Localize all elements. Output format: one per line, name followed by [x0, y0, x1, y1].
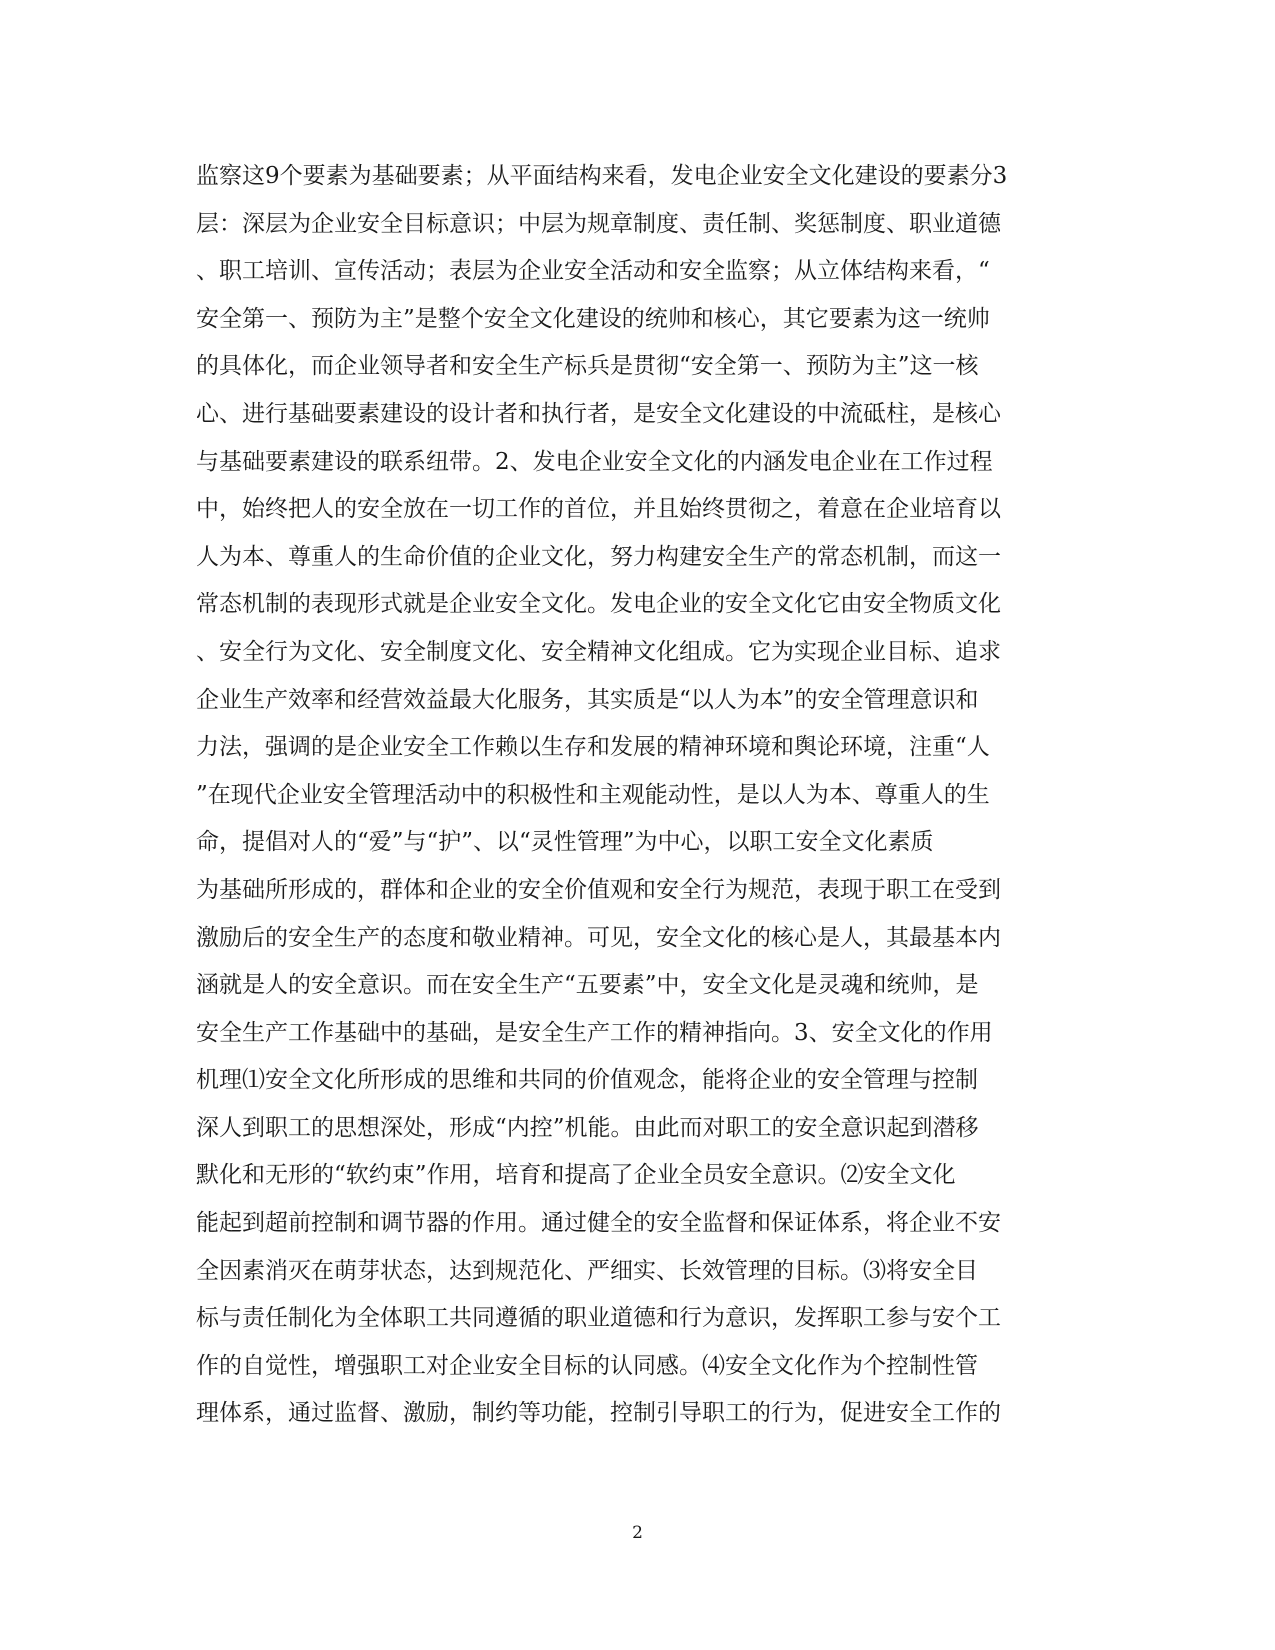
text-line: 机理⑴安全文化所形成的思维和共同的价值观念，能将企业的安全管理与控制: [196, 1067, 978, 1094]
text-line: 、安全行为文化、安全制度文化、安全精神文化组成。它为实现企业目标、追求: [196, 638, 1001, 665]
text-line: ”在现代企业安全管理活动中的积极性和主观能动性，是以人为本、尊重人的生: [196, 781, 990, 808]
text-line: 作的自觉性，增强职工对企业安全目标的认同感。⑷安全文化作为个控制性管: [196, 1352, 978, 1379]
text-line: 激励后的安全生产的态度和敬业精神。可见，安全文化的核心是人，其最基本内: [196, 924, 1001, 951]
text-line: 、职工培训、宣传活动；表层为企业安全活动和安全监察；从立体结构来看，“: [196, 258, 990, 285]
text-line: 全因素消灭在萌芽状态，达到规范化、严细实、长效管理的目标。⑶将安全目: [196, 1257, 978, 1284]
body-text: [196, 153, 1076, 1438]
text-line: 监察这9个要素为基础要素；从平面结构来看，发电企业安全文化建设的要素分3: [196, 163, 1008, 189]
text-line: 命，提倡对人的“爱”与“护”、以“灵性管理”为中心，以职工安全文化素质: [196, 829, 934, 856]
text-line: 为基础所形成的，群体和企业的安全价值观和安全行为规范，表现于职工在受到: [196, 876, 1001, 903]
text-line: 人为本、尊重人的生命价值的企业文化，努力构建安全生产的常态机制，而这一: [196, 543, 1001, 570]
text-line: 能起到超前控制和调节器的作用。通过健全的安全监督和保证体系，将企业不安: [196, 1210, 1001, 1237]
text-line: 中，始终把人的安全放在一切工作的首位，并且始终贯彻之，着意在企业培育以: [196, 496, 1001, 523]
text-line: 层：深层为企业安全目标意识；中层为规章制度、责任制、奖惩制度、职业道德: [196, 210, 1001, 237]
text-line: 心、进行基础要素建设的设计者和执行者，是安全文化建设的中流砥柱，是核心: [196, 400, 1001, 427]
text-line: 企业生产效率和经营效益最大化服务，其实质是“以人为本”的安全管理意识和: [196, 686, 979, 713]
text-line: 安全生产工作基础中的基础，是安全生产工作的精神指向。3、安全文化的作用: [196, 1019, 993, 1046]
text-line: 力法，强调的是企业安全工作赖以生存和发展的精神环境和舆论环境，注重“人: [196, 734, 990, 761]
text-line: 与基础要素建设的联系纽带。2、发电企业安全文化的内涵发电企业在工作过程: [196, 448, 993, 475]
text-line: 标与责任制化为全体职工共同遵循的职业道德和行为意识，发挥职工参与安个工: [196, 1305, 1001, 1332]
page-number: 2: [632, 1523, 643, 1543]
text-line: 常态机制的表现形式就是企业安全文化。发电企业的安全文化它由安全物质文化: [196, 591, 1001, 618]
text-line: 涵就是人的安全意识。而在安全生产“五要素”中，安全文化是灵魂和统帅，是: [196, 972, 979, 999]
text-line: 理体系，通过监督、激励，制约等功能，控制引导职工的行为，促进安全工作的: [196, 1400, 1001, 1427]
text-line: 默化和无形的“软约束”作用，培育和提高了企业全员安全意识。⑵安全文化: [196, 1162, 956, 1189]
text-line: 安全第一、预防为主”是整个安全文化建设的统帅和核心，其它要素为这一统帅: [196, 305, 990, 332]
text-line: 的具体化，而企业领导者和安全生产标兵是贯彻“安全第一、预防为主”这一核: [196, 353, 979, 380]
text-line: 深人到职工的思想深处，形成“内控”机能。由此而对职工的安全意识起到潜移: [196, 1114, 979, 1141]
